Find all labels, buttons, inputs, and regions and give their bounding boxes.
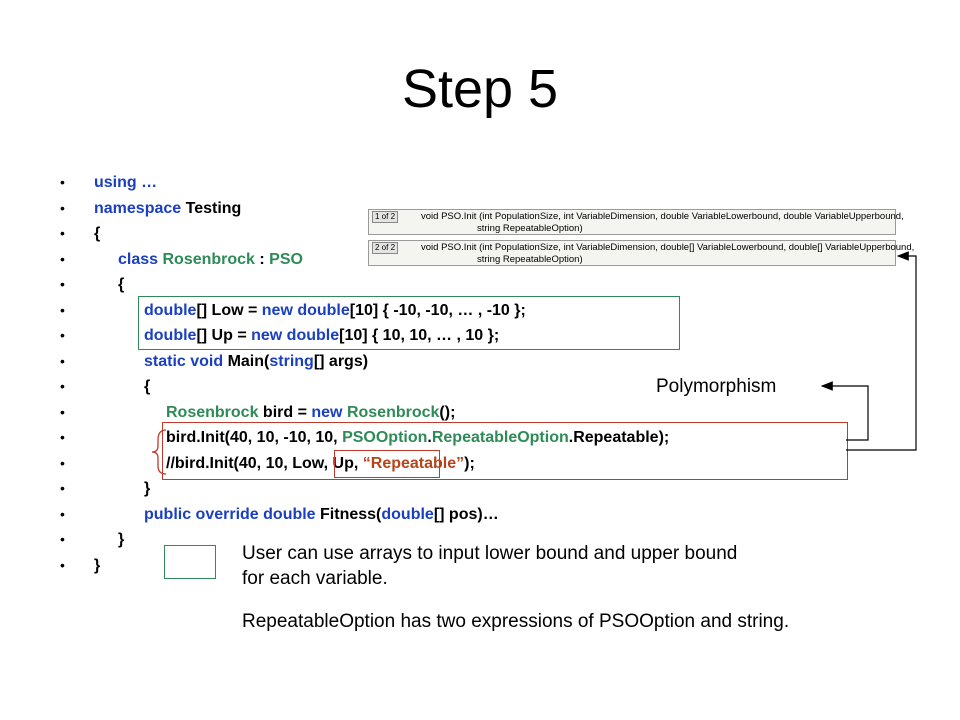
bullet-icon: • <box>60 480 65 496</box>
note-arrays-line2: for each variable. <box>242 568 388 589</box>
code-token: Testing <box>185 199 242 217</box>
arrow-to-polymorphism <box>822 386 868 440</box>
bullet-icon: • <box>60 352 65 369</box>
code-token: bird.Init(40, 10, -10, 10, <box>166 429 343 446</box>
code-token: Fitness( <box>320 505 382 523</box>
code-token: { <box>144 378 151 395</box>
bullet-icon: • <box>60 250 65 267</box>
code-token: new <box>311 403 347 421</box>
bullet-icon: • <box>60 403 65 420</box>
bullet-icon: • <box>60 199 65 216</box>
code-token: double <box>144 327 197 344</box>
code-token: bird = <box>258 403 312 421</box>
code-token: Rosenbrock <box>162 250 255 268</box>
code-token: new double <box>261 301 350 319</box>
code-token: “Repeatable” <box>362 454 465 472</box>
note-repeatable: RepeatableOption has two expressions of PSOOption and string. <box>242 611 790 632</box>
code-token: [] Up = <box>196 327 252 344</box>
note-arrays-line1: User can use arrays to input lower bound and upper bound <box>242 543 738 564</box>
signature-text-1: void PSO.Init (int PopulationSize, int VariableDimension, double VariableLowerbound, double VariableUpperbound, <box>421 211 904 222</box>
code-token: : <box>254 250 270 268</box>
bullet-icon: • <box>60 276 65 292</box>
code-token: using … <box>94 174 158 191</box>
code-token: //bird.Init(40, 10, Low, Up, <box>166 454 363 472</box>
code-token: [] args) <box>313 352 369 370</box>
bullet-icon: • <box>60 505 65 522</box>
overload-nav-1[interactable]: 1 of 2 <box>372 211 398 223</box>
bullet-icon: • <box>60 429 65 445</box>
code-token: string <box>269 352 314 370</box>
signature-text-2: void PSO.Init (int PopulationSize, int VariableDimension, double[] VariableLowerbound, double[] VariableUpperbound, <box>421 242 915 253</box>
code-token: RepeatableOption <box>431 429 569 446</box>
bullet-icon: • <box>60 225 65 241</box>
code-token: [] Low = <box>196 301 262 319</box>
code-token: static void <box>144 352 228 370</box>
code-token: namespace <box>94 199 186 217</box>
bullet-icon: • <box>60 378 65 394</box>
code-token: { <box>118 276 125 293</box>
signature-text-1b: string RepeatableOption) <box>477 223 583 234</box>
bullet-icon: • <box>60 301 65 318</box>
overload-nav-2[interactable]: 2 of 2 <box>372 242 398 254</box>
code-token: . <box>427 429 432 446</box>
code-token: PSOOption <box>342 429 428 446</box>
code-token: [10] { 10, 10, … , 10 }; <box>339 327 500 344</box>
code-token: .Repeatable); <box>568 429 670 446</box>
code-token: Rosenbrock <box>346 403 440 421</box>
code-token: Rosenbrock <box>166 403 259 421</box>
curly-brace-icon <box>152 430 166 474</box>
code-token: } <box>118 531 125 548</box>
signature-text-2b: string RepeatableOption) <box>477 254 583 265</box>
code-token: } <box>94 556 101 574</box>
bullet-icon: • <box>60 454 65 471</box>
bullet-icon: • <box>60 327 65 343</box>
code-token: Main( <box>227 352 270 370</box>
code-token: new double <box>251 327 340 344</box>
code-token: public override double <box>144 505 321 523</box>
bullet-icon: • <box>60 174 65 190</box>
code-token: } <box>144 480 151 497</box>
code-token: [] pos)… <box>433 505 499 523</box>
legend-green-box <box>164 545 216 579</box>
code-token: class <box>118 250 163 268</box>
note-arrays <box>242 541 737 591</box>
code-token: double <box>144 301 197 319</box>
polymorphism-label: Polymorphism <box>656 376 777 397</box>
bullet-icon: • <box>60 531 65 547</box>
code-token: ); <box>464 454 475 472</box>
code-token: double <box>381 505 434 523</box>
code-token: [10] { -10, -10, … , -10 }; <box>349 301 526 319</box>
bullet-icon: • <box>60 556 65 573</box>
code-token: { <box>94 225 101 242</box>
arrow-to-tooltip <box>846 256 916 450</box>
code-token: PSO <box>269 250 303 268</box>
code-token: (); <box>439 403 456 421</box>
slide-title: Step 5 <box>401 59 559 119</box>
